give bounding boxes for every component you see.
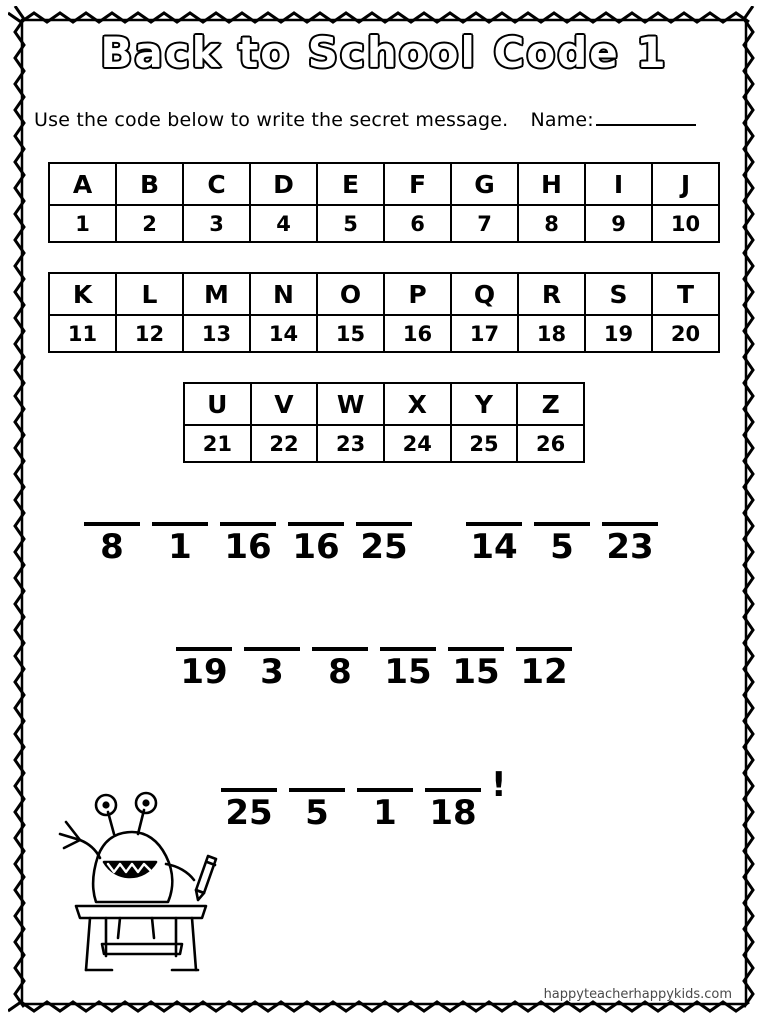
answer-blank[interactable] xyxy=(466,520,522,526)
message-slot xyxy=(288,520,344,566)
code-cell-number: 19 xyxy=(585,315,652,352)
code-number: 1 xyxy=(373,793,397,834)
code-cell-number: 10 xyxy=(652,205,719,242)
code-cell-letter: E xyxy=(317,163,384,205)
code-cell-number: 12 xyxy=(116,315,183,352)
instruction-text: Use the code below to write the secret message. xyxy=(34,109,509,131)
answer-blank[interactable] xyxy=(244,645,300,651)
message-slot xyxy=(220,520,276,566)
message-punctuation: ! xyxy=(491,765,507,805)
answer-blank[interactable] xyxy=(516,645,572,651)
message-word xyxy=(460,520,664,566)
code-cell-number: 20 xyxy=(652,315,719,352)
code-cell-letter: J xyxy=(652,163,719,205)
answer-blank[interactable] xyxy=(312,645,368,651)
message-word xyxy=(170,645,578,691)
instruction-line xyxy=(34,108,734,131)
message-slot xyxy=(176,645,232,691)
code-cell-number: 13 xyxy=(183,315,250,352)
message-slot xyxy=(152,520,208,566)
message-slot xyxy=(312,645,368,691)
code-cell-number: 18 xyxy=(518,315,585,352)
code-number: 23 xyxy=(606,527,654,567)
code-table-3-numbers xyxy=(184,425,584,462)
code-number: 8 xyxy=(100,527,124,567)
name-input-blank[interactable] xyxy=(596,108,696,126)
code-table-2 xyxy=(48,272,720,353)
code-number: 16 xyxy=(224,527,272,567)
code-cell-number: 22 xyxy=(251,425,318,462)
code-cell-letter: Y xyxy=(451,383,518,425)
code-cell-number: 16 xyxy=(384,315,451,352)
message-slot xyxy=(380,645,436,691)
monster-at-desk-illustration xyxy=(46,778,236,978)
code-number: 5 xyxy=(305,793,329,834)
code-cell-letter: K xyxy=(49,273,116,315)
code-cell-letter: Z xyxy=(517,383,584,425)
code-cell-letter: A xyxy=(49,163,116,205)
code-cell-number: 11 xyxy=(49,315,116,352)
code-cell-number: 3 xyxy=(183,205,250,242)
code-table-3-letters xyxy=(184,383,584,425)
code-number: 25 xyxy=(225,793,273,834)
message-slot xyxy=(448,645,504,691)
code-number: 8 xyxy=(328,652,352,692)
code-cell-letter: D xyxy=(250,163,317,205)
message-slot xyxy=(425,786,481,832)
name-label: Name: xyxy=(530,109,594,131)
answer-blank[interactable] xyxy=(448,645,504,651)
code-cell-number: 6 xyxy=(384,205,451,242)
answer-blank[interactable] xyxy=(84,520,140,526)
message-slot xyxy=(602,520,658,566)
code-number: 16 xyxy=(292,527,340,567)
code-cell-letter: P xyxy=(384,273,451,315)
answer-blank[interactable] xyxy=(425,786,481,792)
code-cell-number: 2 xyxy=(116,205,183,242)
answer-blank[interactable] xyxy=(380,645,436,651)
code-cell-letter: F xyxy=(384,163,451,205)
answer-blank[interactable] xyxy=(176,645,232,651)
code-cell-letter: W xyxy=(317,383,384,425)
code-table-1-numbers xyxy=(49,205,719,242)
code-cell-number: 5 xyxy=(317,205,384,242)
code-cell-number: 1 xyxy=(49,205,116,242)
answer-blank[interactable] xyxy=(289,786,345,792)
code-table-1-letters xyxy=(49,163,719,205)
message-row-2 xyxy=(170,645,578,691)
code-cell-number: 7 xyxy=(451,205,518,242)
message-slot xyxy=(534,520,590,566)
message-slot xyxy=(356,520,412,566)
answer-blank[interactable] xyxy=(357,786,413,792)
code-number: 15 xyxy=(384,652,432,692)
message-slot xyxy=(466,520,522,566)
code-cell-letter: C xyxy=(183,163,250,205)
message-row-3 xyxy=(215,765,507,834)
answer-blank[interactable] xyxy=(356,520,412,526)
code-cell-letter: L xyxy=(116,273,183,315)
code-table-3 xyxy=(183,382,585,463)
code-number: 12 xyxy=(520,652,568,692)
code-cell-letter: S xyxy=(585,273,652,315)
code-cell-letter: I xyxy=(585,163,652,205)
page-title: Back to School Code 1 xyxy=(100,28,668,77)
answer-blank[interactable] xyxy=(152,520,208,526)
code-number: 25 xyxy=(360,527,408,567)
code-number: 18 xyxy=(429,793,477,834)
code-cell-letter: H xyxy=(518,163,585,205)
code-cell-letter: M xyxy=(183,273,250,315)
code-cell-letter: V xyxy=(251,383,318,425)
code-cell-number: 21 xyxy=(184,425,251,462)
answer-blank[interactable] xyxy=(220,520,276,526)
code-number: 15 xyxy=(452,652,500,692)
code-cell-number: 4 xyxy=(250,205,317,242)
code-cell-letter: G xyxy=(451,163,518,205)
code-cell-letter: U xyxy=(184,383,251,425)
code-table-2-letters xyxy=(49,273,719,315)
code-cell-letter: B xyxy=(116,163,183,205)
message-slot xyxy=(244,645,300,691)
code-number: 1 xyxy=(168,527,192,567)
code-cell-number: 8 xyxy=(518,205,585,242)
message-slot xyxy=(84,520,140,566)
code-cell-number: 9 xyxy=(585,205,652,242)
message-slot xyxy=(289,786,345,832)
answer-blank[interactable] xyxy=(288,520,344,526)
code-cell-number: 15 xyxy=(317,315,384,352)
code-number: 19 xyxy=(180,652,228,692)
code-number: 3 xyxy=(260,652,284,692)
message-row-1 xyxy=(78,520,664,566)
code-number: 14 xyxy=(470,527,518,567)
message-slot xyxy=(516,645,572,691)
site-credit: happyteacherhappykids.com xyxy=(543,987,732,1002)
answer-blank[interactable] xyxy=(534,520,590,526)
code-cell-letter: R xyxy=(518,273,585,315)
code-cell-number: 14 xyxy=(250,315,317,352)
code-table-1 xyxy=(48,162,720,243)
code-number: 5 xyxy=(550,527,574,567)
code-cell-number: 26 xyxy=(517,425,584,462)
code-cell-number: 24 xyxy=(384,425,451,462)
page-title-wrap xyxy=(0,28,768,77)
code-cell-number: 25 xyxy=(451,425,518,462)
code-table-2-numbers xyxy=(49,315,719,352)
code-cell-number: 23 xyxy=(317,425,384,462)
message-word xyxy=(215,786,487,832)
code-cell-letter: X xyxy=(384,383,451,425)
code-cell-letter: N xyxy=(250,273,317,315)
code-cell-letter: T xyxy=(652,273,719,315)
code-cell-letter: O xyxy=(317,273,384,315)
answer-blank[interactable] xyxy=(602,520,658,526)
code-cell-number: 17 xyxy=(451,315,518,352)
message-slot xyxy=(357,786,413,832)
message-word xyxy=(78,520,418,566)
code-cell-letter: Q xyxy=(451,273,518,315)
